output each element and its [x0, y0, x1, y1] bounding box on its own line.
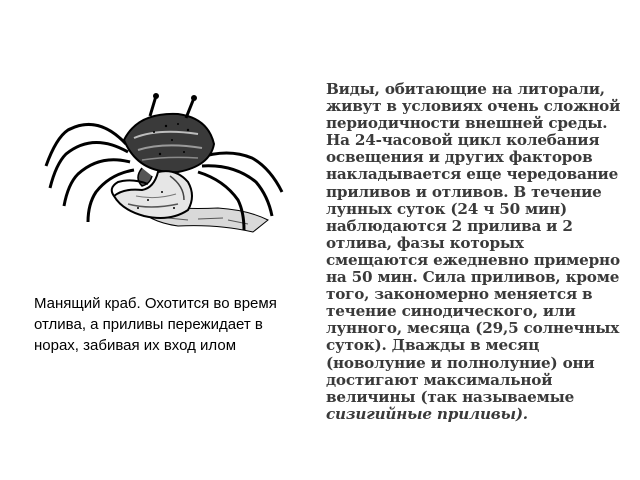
figure-caption: Манящий краб. Охотится во время отлива, а приливы пережидает в норах, забивая их вход илом	[34, 295, 277, 354]
fiddler-crab-icon	[38, 92, 300, 242]
body-paragraph	[326, 81, 626, 423]
body-paragraph-text: Виды, обитающие на литорали, живут в условиях очень сложной периодичности внешней среды. На 24-часовой цикл колебания освещения и других факторов накладывается еще чередование приливов и отливов. В течение лунных суток (24 ч 50 мин) наблюдаются 2 прилива и 2 отлива, фазы которых смещаются ежедневно примерно на 50 мин. Сила приливов, кроме того, закономерно меняется в течение синодического, или лунного, месяца (29,5 солнечных суток). Дважды в месяц (новолуние и полнолуние) они достигают максимальной величины (так называемые	[326, 80, 621, 406]
body-paragraph-term: сизигийные приливы).	[326, 404, 528, 423]
crab-figure	[38, 92, 300, 242]
